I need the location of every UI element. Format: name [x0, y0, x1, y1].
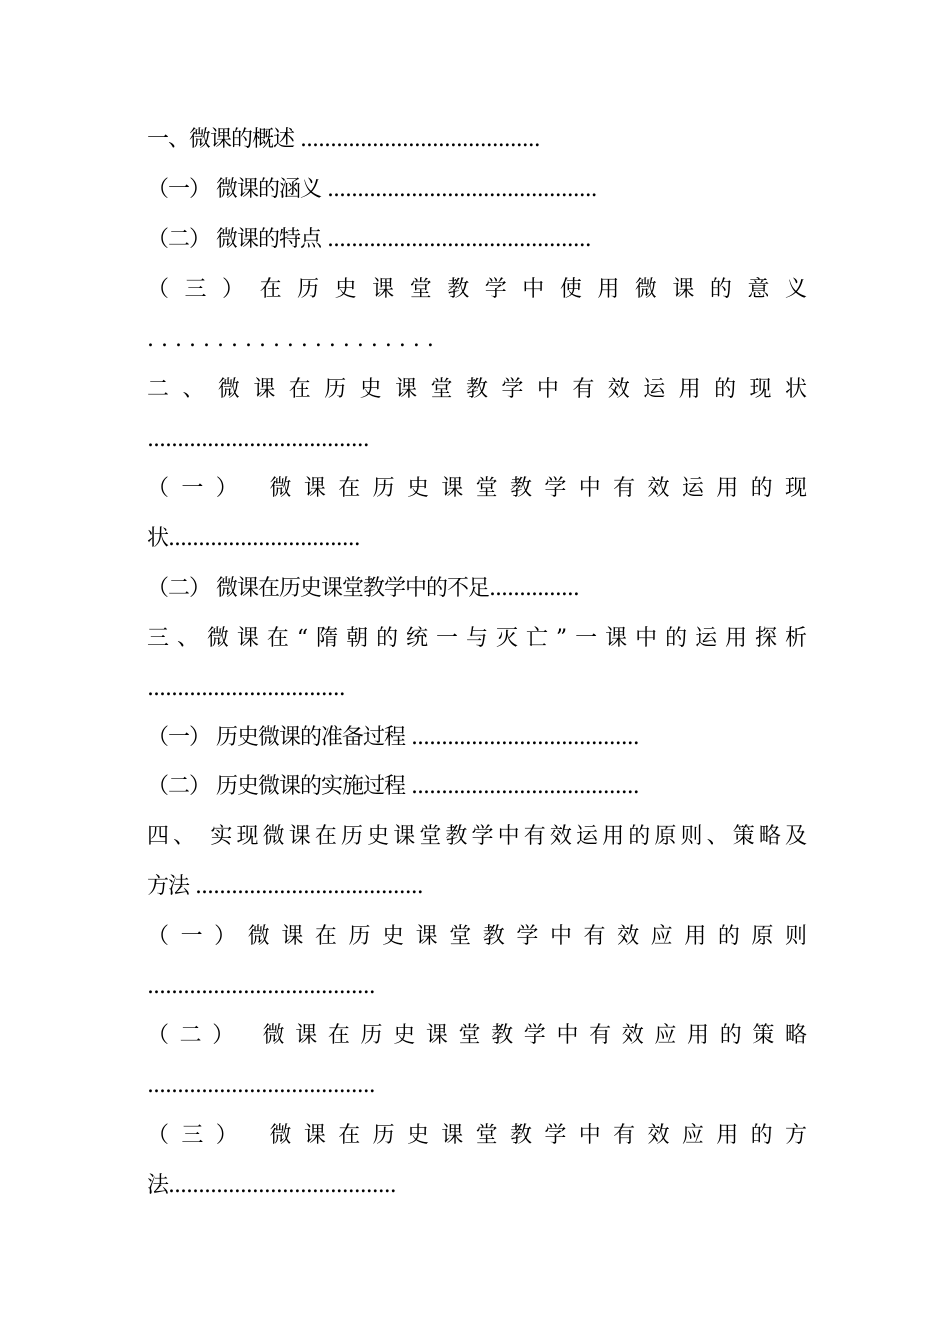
toc-entry-section-3-1: （一） 历史微课的准备过程 ...................................... [147, 725, 639, 750]
toc-leader-section-2-1: 状................................ [147, 526, 360, 551]
toc-entry-section-1-2: （二） 微课的特点 ............................................ [147, 227, 591, 252]
toc-leader-section-3: ................................. [147, 676, 345, 701]
toc-leader-section-1-3: ..................... [147, 327, 441, 352]
toc-entry-section-3-2: （二） 历史微课的实施过程 ...................................... [147, 774, 639, 799]
toc-entry-section-2: 二、微课在历史课堂教学中有效运用的现状 [147, 377, 807, 402]
toc-leader-section-4-3: 法...................................... [147, 1173, 396, 1198]
toc-leader-section-4: 方法 ...................................... [147, 874, 423, 899]
toc-entry-section-2-1: （一） 微课在历史课堂教学中有效运用的现 [147, 476, 807, 501]
toc-leader-section-2: ..................................... [147, 427, 369, 452]
toc-entry-section-3: 三、微课在“隋朝的统一与灭亡”一课中的运用探析 [147, 626, 807, 651]
toc-entry-section-1-1: （一） 微课的涵义 ............................................. [147, 177, 597, 202]
toc-entry-section-4-1: （一）微课在历史课堂教学中有效应用的原则 [147, 924, 807, 949]
toc-leader-section-4-2: ...................................... [147, 1073, 375, 1098]
toc-entry-section-1: 一、微课的概述 ........................................ [147, 127, 540, 152]
toc-entry-section-4: 四、 实现微课在历史课堂教学中有效运用的原则、策略及 [147, 824, 807, 849]
toc-entry-section-4-3: （三） 微课在历史课堂教学中有效应用的方 [147, 1123, 807, 1148]
toc-entry-section-1-3: （三）在历史课堂教学中使用微课的意义 [147, 277, 807, 302]
toc-leader-section-4-1: ...................................... [147, 974, 375, 999]
toc-entry-section-2-2: （二） 微课在历史课堂教学中的不足............... [147, 576, 579, 601]
toc-entry-section-4-2: （二） 微课在历史课堂教学中有效应用的策略 [147, 1023, 807, 1048]
